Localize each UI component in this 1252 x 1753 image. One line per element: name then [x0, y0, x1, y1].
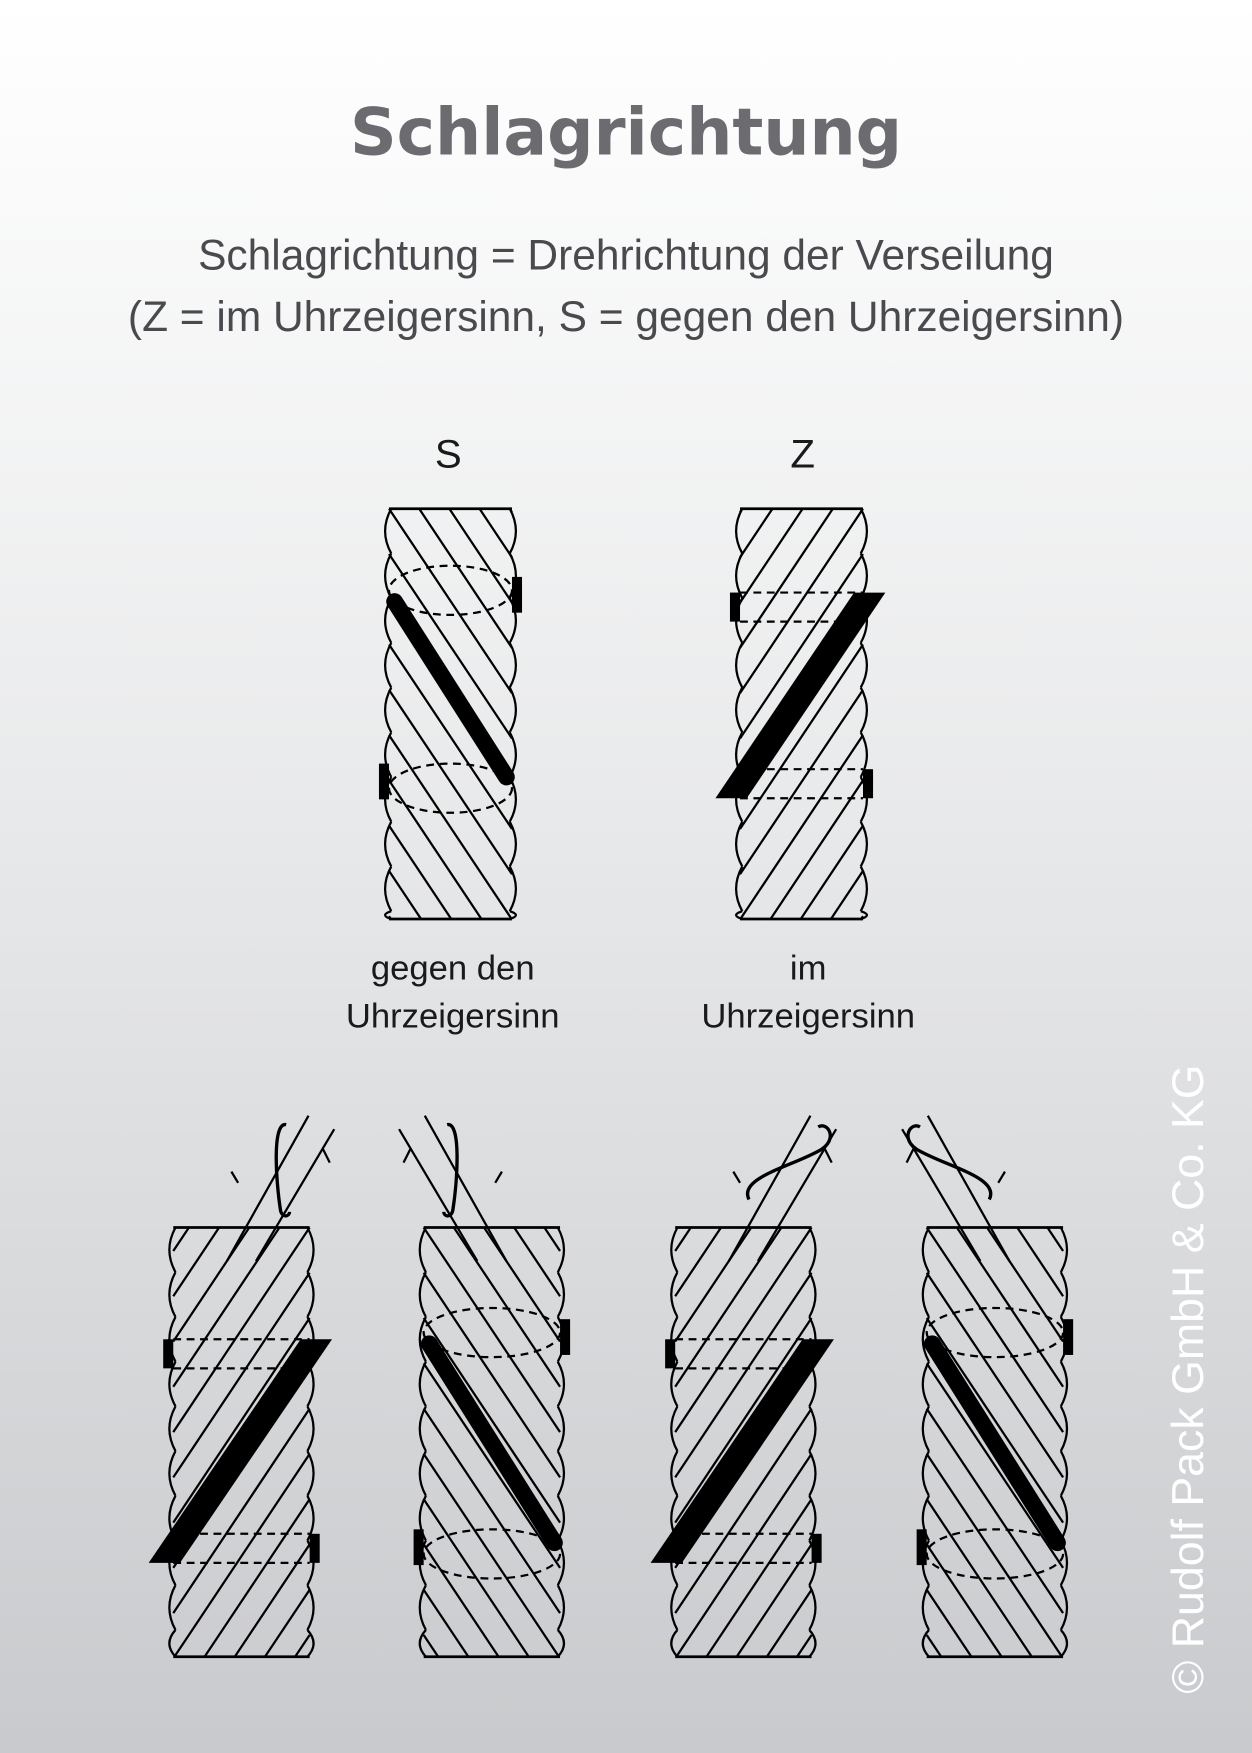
strand-line	[740, 690, 863, 874]
marker-block	[560, 1319, 570, 1355]
strand-line	[424, 1318, 560, 1523]
strand-line	[987, 1228, 1063, 1342]
marker-block	[812, 1534, 822, 1563]
strand-line	[173, 1228, 249, 1342]
page-title: Schlagrichtung	[349, 95, 903, 171]
strand-line	[737, 1544, 812, 1656]
strand-line	[675, 1228, 781, 1387]
marker-block	[1063, 1319, 1073, 1355]
marker-block	[730, 593, 740, 622]
strand-line	[205, 1499, 310, 1657]
subtitle-line-2: (Z = im Uhrzeigersinn, S = gegen den Uhrzeigersinn)	[127, 292, 1125, 340]
marker-block	[665, 1339, 675, 1368]
strand-line	[173, 1318, 309, 1523]
strand-line	[389, 826, 451, 919]
strand-line	[235, 1544, 310, 1656]
strand-line	[1017, 1228, 1063, 1297]
strand-line	[675, 1318, 811, 1523]
marker-block	[163, 1339, 173, 1368]
wire-tick	[323, 1149, 330, 1162]
strand-line	[675, 1228, 751, 1342]
strand-line	[389, 645, 512, 829]
strand-line	[419, 509, 512, 648]
marker-block	[863, 769, 873, 798]
strand-line	[424, 1635, 439, 1657]
strand-line	[514, 1228, 560, 1297]
rope-drawings	[149, 509, 1073, 1657]
strand-line	[675, 1228, 691, 1251]
rope-bottom-4	[917, 1228, 1073, 1657]
wire-tick	[907, 1149, 914, 1162]
strand-line	[173, 1228, 219, 1297]
strand-wire	[256, 1129, 334, 1261]
rope-z	[715, 509, 885, 919]
strand-line	[173, 1228, 279, 1387]
rope-right-edge	[558, 1228, 564, 1657]
strand-line	[927, 1635, 942, 1657]
rope-left-edge	[736, 509, 742, 919]
label-z: Z	[790, 431, 815, 477]
dashed-cross-section	[424, 1308, 560, 1357]
rope-left-edge	[671, 1228, 677, 1657]
strand-line	[454, 1228, 560, 1387]
emerging-strand	[399, 1116, 506, 1261]
rope-right-edge	[1061, 1228, 1067, 1657]
strand-line	[1047, 1228, 1063, 1251]
strand-line	[957, 1228, 1063, 1387]
strand-line	[771, 780, 863, 919]
subtitle-line-1: Schlagrichtung = Drehrichtung der Verseilung	[198, 231, 1054, 279]
strand-line	[927, 1454, 1062, 1657]
strand-line	[740, 509, 863, 693]
rope-s	[379, 509, 522, 919]
strand-line	[544, 1228, 560, 1251]
copyright-watermark: © Rudolf Pack GmbH & Co. KG	[1163, 1064, 1213, 1694]
strand-line	[295, 1635, 310, 1657]
strand-line	[740, 509, 772, 558]
strand-line	[389, 780, 481, 919]
caption-z-line-2: Uhrzeigersinn	[701, 997, 916, 1036]
strand-line	[676, 1454, 811, 1657]
strand-line	[675, 1228, 721, 1297]
strand-line	[927, 1544, 1002, 1656]
strand-line	[173, 1228, 189, 1251]
marker-block	[512, 577, 522, 613]
strand-line	[424, 1228, 560, 1433]
strand-line	[740, 509, 803, 603]
strand-line	[389, 554, 512, 738]
strand-line	[740, 509, 833, 648]
rope-left-edge	[169, 1228, 175, 1657]
rope-bottom-2	[414, 1228, 570, 1657]
strand-line	[424, 1454, 559, 1657]
marker-block	[414, 1529, 424, 1565]
caption-s-line-1: gegen den	[370, 949, 535, 988]
strand-line	[480, 509, 512, 558]
emerging-strand	[729, 1116, 836, 1261]
strand-line	[449, 509, 512, 603]
wire-twist	[908, 1126, 991, 1200]
strand-line	[174, 1454, 309, 1657]
caption-s-line-2: Uhrzeigersinn	[345, 997, 560, 1036]
marker-block	[310, 1534, 320, 1563]
emerging-strand	[902, 1116, 1009, 1261]
rope-left-edge	[385, 509, 391, 919]
wire-tick	[404, 1149, 411, 1162]
strand-line	[389, 871, 421, 919]
wire-tick	[825, 1149, 832, 1162]
caption-z-line-1: im	[789, 949, 827, 988]
dashed-cross-section	[927, 1308, 1063, 1357]
highlighted-strand	[395, 602, 507, 778]
strand-line	[389, 690, 512, 874]
strand-line	[801, 826, 863, 919]
wire-tick	[998, 1172, 1005, 1183]
wire-tick	[495, 1172, 502, 1183]
label-s: S	[434, 431, 462, 477]
strand-line	[927, 1228, 1063, 1433]
marker-block	[917, 1529, 927, 1565]
strand-wire	[399, 1129, 477, 1261]
strand-line	[484, 1228, 560, 1342]
marker-block	[379, 764, 389, 800]
wire-tick	[733, 1172, 740, 1183]
highlighted-strand	[651, 1339, 834, 1563]
rope-right-edge	[861, 509, 867, 919]
emerging-strand	[227, 1116, 334, 1261]
strand-line	[706, 1499, 811, 1657]
rope-bottom-3	[651, 1228, 834, 1657]
wire-tick	[231, 1172, 238, 1183]
highlighted-strand	[149, 1339, 332, 1563]
wire-twist	[748, 1126, 831, 1200]
rope-hatching	[389, 509, 512, 919]
strand-line	[831, 871, 863, 919]
strand-line	[927, 1318, 1063, 1523]
strand-line	[389, 509, 512, 693]
rope-bottom-1	[149, 1228, 332, 1657]
strand-line	[424, 1544, 499, 1656]
rope-right-edge	[510, 509, 516, 919]
strand-line	[797, 1635, 812, 1657]
